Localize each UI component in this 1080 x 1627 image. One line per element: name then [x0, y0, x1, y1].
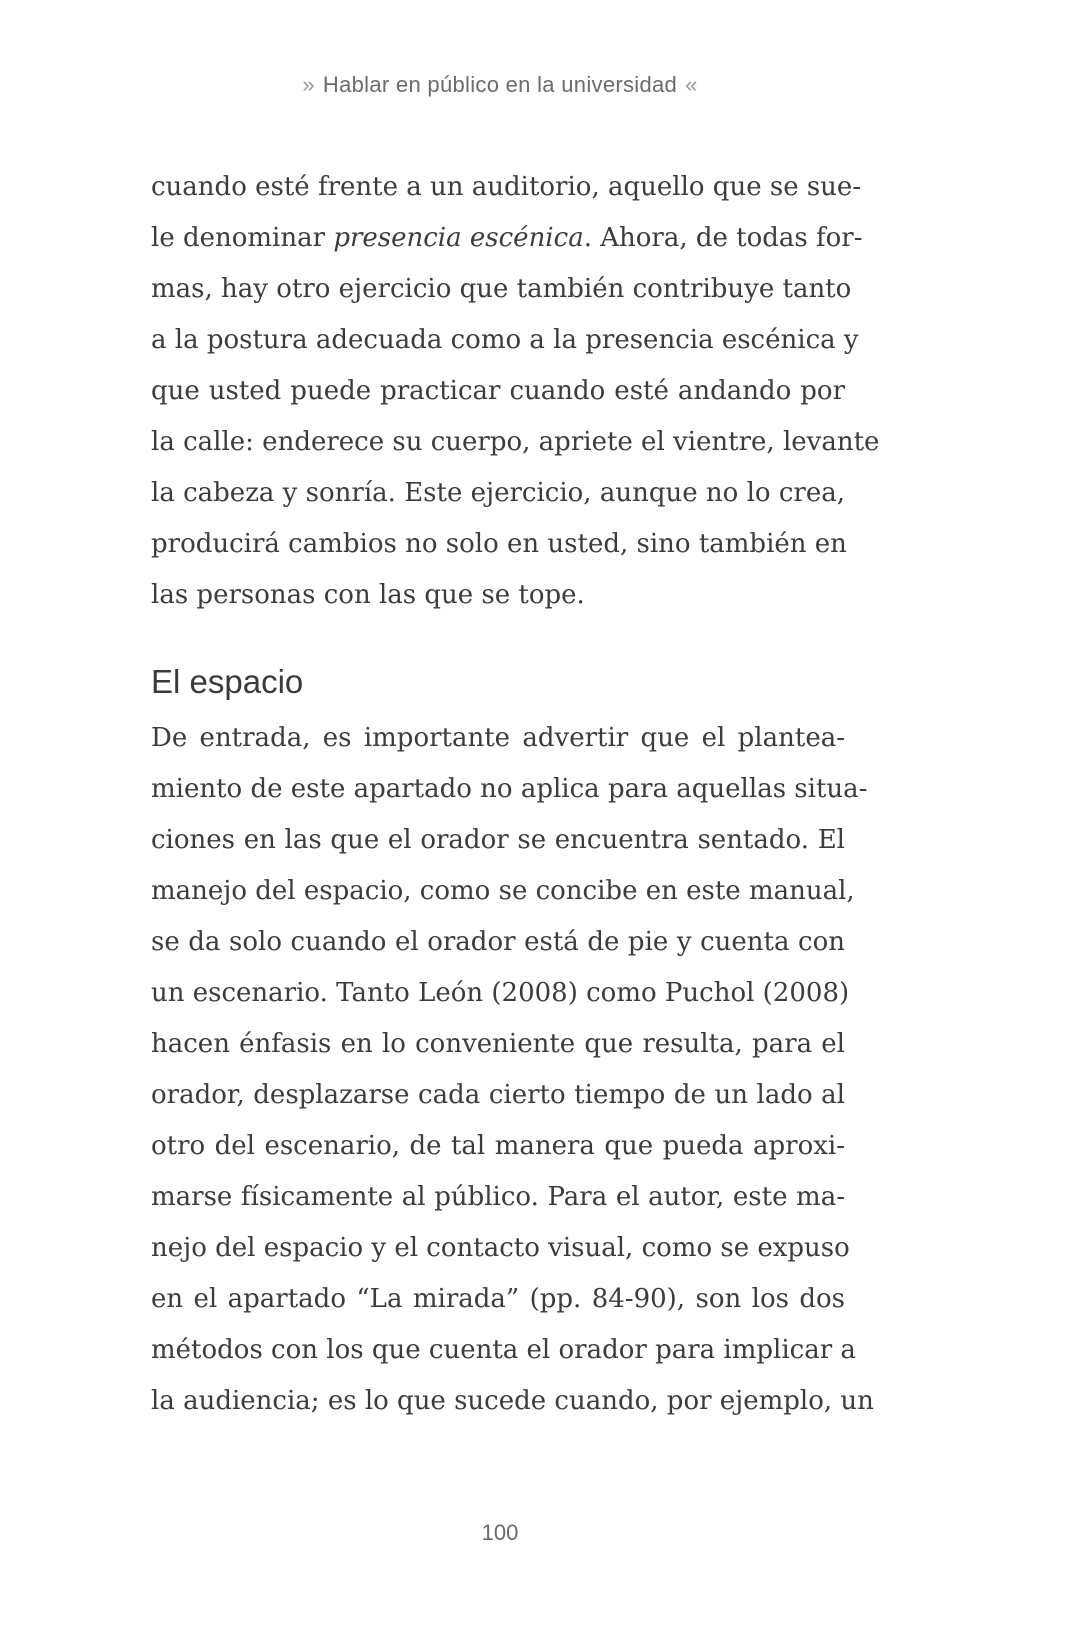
text-line: la calle: enderece su cuerpo, apriete el vientre, levante	[151, 427, 880, 457]
text-line: nejo del espacio y el contacto visual, como se expuso	[151, 1233, 850, 1263]
header-left-mark: »	[302, 72, 315, 97]
text-line: cuando esté frente a un auditorio, aquello que se sue-	[151, 172, 862, 202]
page-body	[151, 162, 880, 1427]
text-line: a la postura adecuada como a la presencia escénica y	[151, 325, 859, 355]
text-fragment: le denominar	[151, 223, 326, 253]
text-line: marse físicamente al público. Para el autor, este ma-	[151, 1182, 845, 1212]
page-number: 100	[481, 1520, 519, 1545]
text-line: ciones en las que el orador se encuentra sentado. El	[151, 825, 845, 855]
header-right-mark: «	[685, 72, 698, 97]
text-line: manejo del espacio, como se concibe en este manual,	[151, 876, 855, 906]
text-line: hacen énfasis en lo conveniente que resulta, para el	[151, 1029, 845, 1059]
text-line: De entrada, es importante advertir que el plantea-	[151, 723, 845, 753]
section-heading: El espacio	[151, 663, 304, 700]
text-line: un escenario. Tanto León (2008) como Puchol (2008)	[151, 978, 850, 1008]
text-line: en el apartado “La mirada” (pp. 84-90), son los dos	[151, 1284, 845, 1314]
text-fragment: . Ahora, de todas for-	[583, 223, 863, 253]
text-line: mas, hay otro ejercicio que también contribuye tanto	[151, 274, 852, 304]
text-line: orador, desplazarse cada cierto tiempo de un lado al	[151, 1080, 845, 1110]
text-line: las personas con las que se tope.	[151, 580, 585, 610]
text-line: la audiencia; es lo que sucede cuando, por ejemplo, un	[151, 1386, 874, 1416]
running-header	[0, 72, 1000, 98]
text-line: miento de este apartado no aplica para aquellas situa-	[151, 774, 868, 804]
text-line: se da solo cuando el orador está de pie y cuenta con	[151, 927, 845, 957]
text-line: que usted puede practicar cuando esté andando por	[151, 376, 845, 406]
text-line: la cabeza y sonría. Este ejercicio, aunque no lo crea,	[151, 478, 845, 508]
text-line	[151, 213, 863, 264]
text-line: métodos con los que cuenta el orador para implicar a	[151, 1335, 856, 1365]
paragraph	[151, 162, 880, 621]
text-line: otro del escenario, de tal manera que pueda aproxi-	[151, 1131, 845, 1161]
header-title: Hablar en público en la universidad	[322, 72, 678, 97]
text-line: producirá cambios no solo en usted, sino también en	[151, 529, 847, 559]
italic-term: presencia escénica	[333, 223, 584, 253]
paragraph	[151, 713, 874, 1427]
